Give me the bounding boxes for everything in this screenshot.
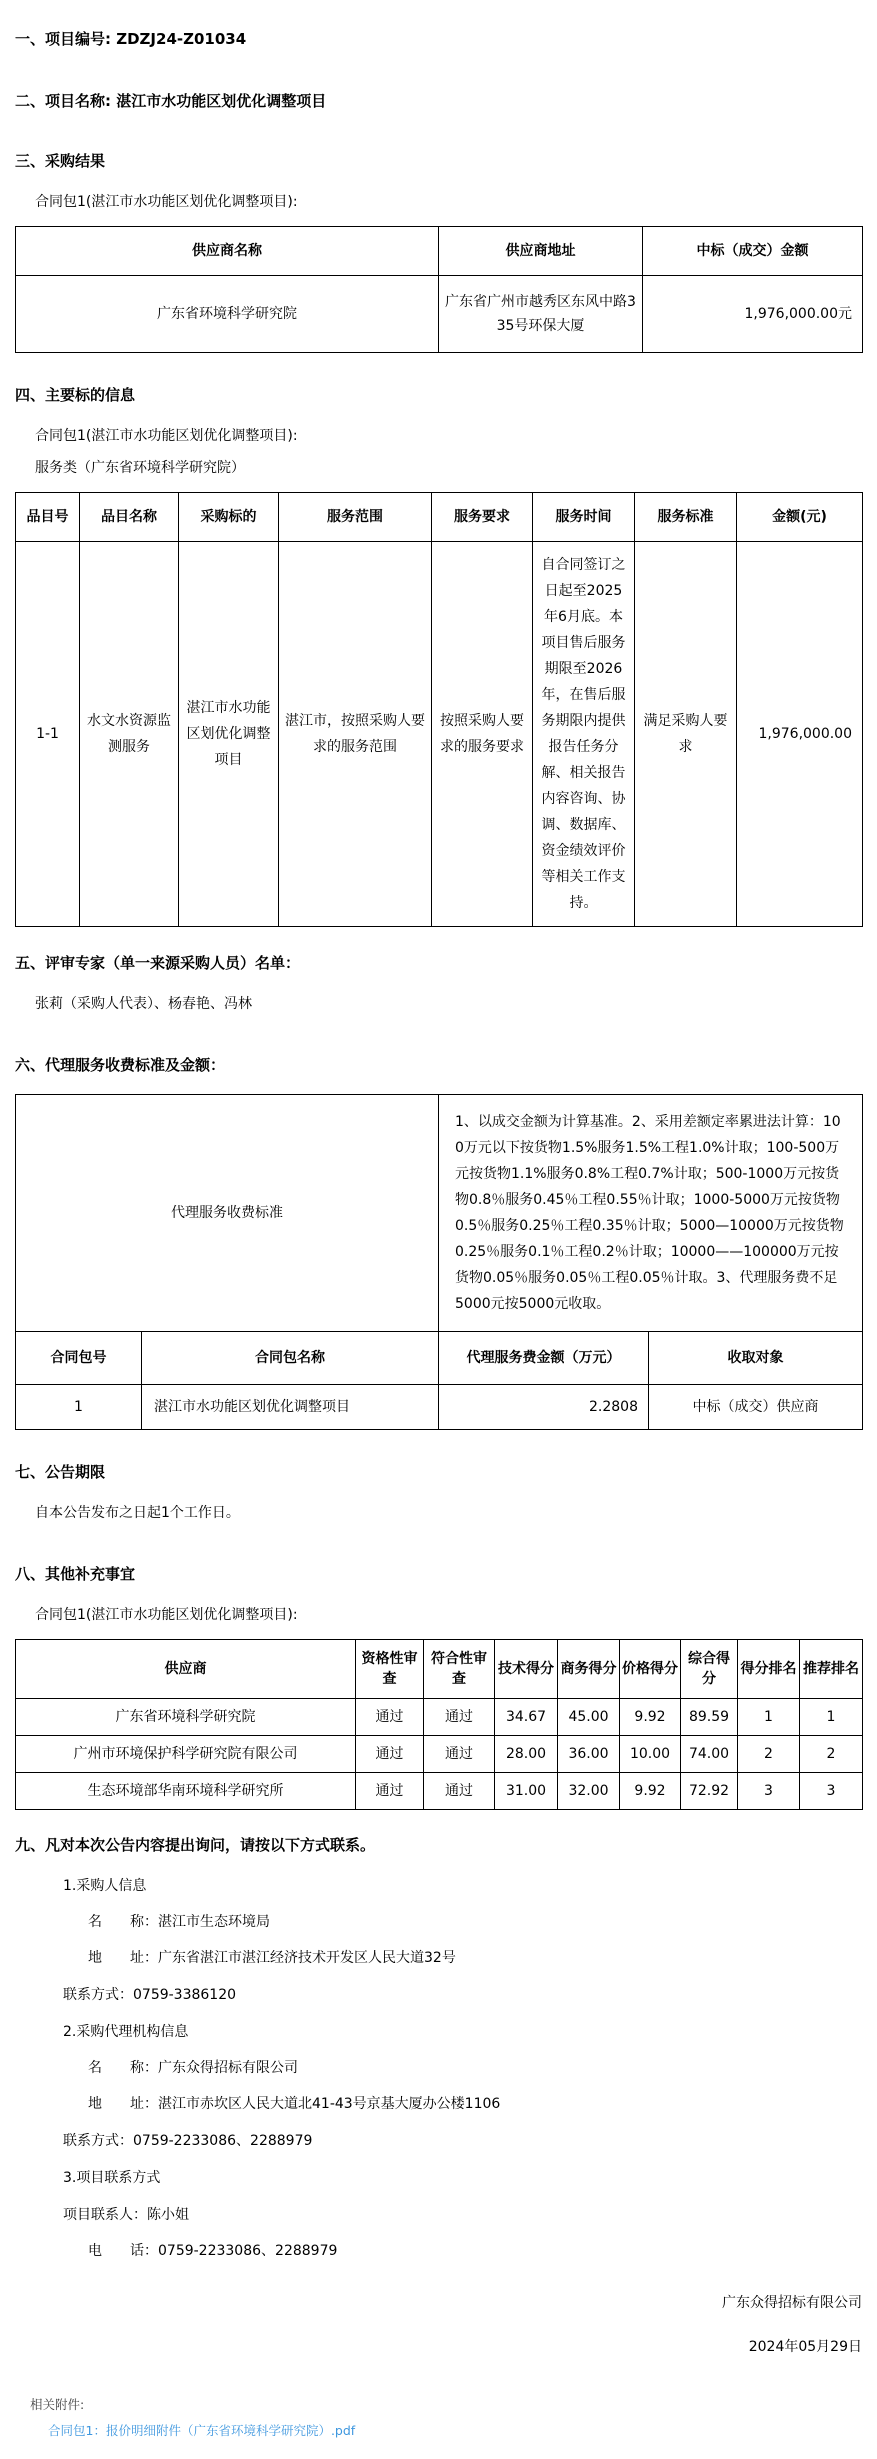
- agency-name: 名 称：广东众得招标有限公司: [88, 2060, 298, 2076]
- recommend-rank-header: 推荐排名: [800, 1640, 863, 1699]
- qualification-review-header: 资格性审查: [356, 1640, 424, 1699]
- supplier-header: 供应商: [16, 1640, 356, 1699]
- price-score-cell: 9.92: [620, 1773, 681, 1810]
- procurement-result-table: [15, 226, 863, 353]
- table-row: [16, 1736, 863, 1773]
- price-score-cell: 9.92: [620, 1699, 681, 1736]
- award-amount-header: 中标（成交）金额: [643, 227, 863, 276]
- procurement-subject-header: 采购标的: [179, 493, 279, 542]
- evaluation-score-table: [15, 1639, 863, 1810]
- section-8-title: 八、其他补充事宜: [15, 1565, 136, 1583]
- price-score-header: 价格得分: [620, 1640, 681, 1699]
- service-requirement-header: 服务要求: [432, 493, 533, 542]
- section-4-title: 四、主要标的信息: [15, 386, 136, 404]
- procurement-subject-cell: 湛江市水功能区划优化调整项目: [179, 542, 279, 927]
- announcement-period-text: 自本公告发布之日起1个工作日。: [35, 1505, 240, 1521]
- project-contact-info: [15, 2170, 862, 2260]
- item-no-header: 品目号: [16, 493, 80, 542]
- supplier-name-header: 供应商名称: [16, 227, 439, 276]
- conformity-review-header: 符合性审查: [424, 1640, 495, 1699]
- score-rank-cell: 3: [738, 1773, 800, 1810]
- section-5-title: 五、评审专家（单一来源采购人员）名单：: [15, 954, 301, 972]
- price-score-cell: 10.00: [620, 1736, 681, 1773]
- supplier-address-cell: 广东省广州市越秀区东风中路335号环保大厦: [439, 276, 643, 353]
- business-score-cell: 32.00: [558, 1773, 620, 1810]
- table-row: [16, 1385, 863, 1430]
- agency-address: 地 址：湛江市赤坎区人民大道北41-43号京基大厦办公楼1106: [88, 2096, 501, 2112]
- total-score-header: 综合得分: [681, 1640, 738, 1699]
- service-standard-cell: 满足采购人要求: [635, 542, 737, 927]
- item-no-cell: 1-1: [16, 542, 80, 927]
- qualification-cell: 通过: [356, 1736, 424, 1773]
- score-rank-cell: 2: [738, 1736, 800, 1773]
- agency-fee-table: [15, 1094, 863, 1430]
- recommend-rank-cell: 1: [800, 1699, 863, 1736]
- recommend-rank-cell: 2: [800, 1736, 863, 1773]
- section-2-title: 二、项目名称: 湛江市水功能区划优化调整项目: [15, 92, 327, 110]
- item-name-header: 品目名称: [80, 493, 179, 542]
- service-requirement-cell: 按照采购人要求的服务要求: [432, 542, 533, 927]
- fee-amount-cell: 2.2808: [439, 1385, 649, 1430]
- package-name-header: 合同包名称: [142, 1332, 439, 1385]
- total-score-cell: 89.59: [681, 1699, 738, 1736]
- service-time-header: 服务时间: [533, 493, 635, 542]
- conformity-cell: 通过: [424, 1699, 495, 1736]
- purchaser-contact: 联系方式：0759-3386120: [63, 1987, 237, 2003]
- table-header-row: [16, 1332, 863, 1385]
- business-score-cell: 45.00: [558, 1699, 620, 1736]
- table-header-row: [16, 1640, 863, 1699]
- subject-matter-table: [15, 492, 863, 927]
- purchaser-heading: 1.采购人信息: [63, 1878, 147, 1894]
- purchaser-address: 地 址：广东省湛江市湛江经济技术开发区人民大道32号: [88, 1950, 456, 1966]
- agency-heading: 2.采购代理机构信息: [63, 2024, 189, 2040]
- qualification-cell: 通过: [356, 1773, 424, 1810]
- award-amount-cell: 1,976,000.00元: [643, 276, 863, 353]
- supplier-cell: 广州市环境保护科学研究院有限公司: [16, 1736, 356, 1773]
- supplier-name-cell: 广东省环境科学研究院: [16, 276, 439, 353]
- project-contact-heading: 3.项目联系方式: [63, 2170, 161, 2186]
- conformity-cell: 通过: [424, 1773, 495, 1810]
- section-4-category-line: 服务类（广东省环境科学研究院）: [35, 460, 245, 476]
- table-row: [16, 542, 863, 927]
- agency-info: [15, 2024, 862, 2150]
- conformity-cell: 通过: [424, 1736, 495, 1773]
- section-3-title: 三、采购结果: [15, 152, 106, 170]
- expert-names: 张莉（采购人代表）、杨春艳、冯林: [35, 996, 252, 1012]
- fee-payer-cell: 中标（成交）供应商: [649, 1385, 863, 1430]
- section-6-title: 六、代理服务收费标准及金额：: [15, 1056, 226, 1074]
- table-row: [16, 1773, 863, 1810]
- technical-score-cell: 34.67: [495, 1699, 558, 1736]
- related-attachments-label: 相关附件:: [30, 2397, 85, 2412]
- fee-standard-label: 代理服务收费标准: [16, 1095, 439, 1332]
- score-rank-header: 得分排名: [738, 1640, 800, 1699]
- service-scope-header: 服务范围: [279, 493, 432, 542]
- section-4-package-line: 合同包1(湛江市水功能区划优化调整项目):: [35, 428, 298, 444]
- table-header-row: [16, 493, 863, 542]
- qualification-cell: 通过: [356, 1699, 424, 1736]
- section-9-title: 九、凡对本次公告内容提出询问，请按以下方式联系。: [15, 1836, 376, 1854]
- package-no-header: 合同包号: [16, 1332, 142, 1385]
- section-8-package-line: 合同包1(湛江市水功能区划优化调整项目):: [35, 1607, 298, 1623]
- technical-score-header: 技术得分: [495, 1640, 558, 1699]
- package-name-cell: 湛江市水功能区划优化调整项目: [142, 1385, 439, 1430]
- table-row: [16, 1699, 863, 1736]
- signoff-date: 2024年05月29日: [748, 2339, 862, 2355]
- fee-standard-text: 1、以成交金额为计算基准。2、采用差额定率累进法计算：100万元以下按货物1.5%服务1.5%工程1.0%计取；100-500万元按货物1.1%服务0.8%工程0.7%计取；500-1000万元按货物0.8％服务0.45％工程0.55％计取；1000-5000万元按货物0.5％服务0.25％工程0.35％计取；5000—10000万元按货物0.25％服务0.1％工程0.2％计取；10000——100000万元按货物0.05％服务0.05％工程0.05％计取。3、代理服务费不足5000元按5000元收取。: [439, 1095, 863, 1332]
- package-no-cell: 1: [16, 1385, 142, 1430]
- fee-standard-row: [16, 1095, 863, 1332]
- table-header-row: [16, 227, 863, 276]
- signoff-company: 广东众得招标有限公司: [722, 2295, 862, 2311]
- amount-header: 金额(元): [737, 493, 863, 542]
- section-1-title: 一、项目编号: ZDZJ24-Z01034: [15, 30, 247, 48]
- total-score-cell: 74.00: [681, 1736, 738, 1773]
- technical-score-cell: 28.00: [495, 1736, 558, 1773]
- purchaser-info: [15, 1878, 862, 2004]
- item-name-cell: 水文水资源监测服务: [80, 542, 179, 927]
- section-7-title: 七、公告期限: [15, 1463, 106, 1481]
- total-score-cell: 72.92: [681, 1773, 738, 1810]
- service-standard-header: 服务标准: [635, 493, 737, 542]
- project-contact-phone: 电 话：0759-2233086、2288979: [88, 2243, 338, 2259]
- supplier-cell: 生态环境部华南环境科学研究所: [16, 1773, 356, 1810]
- fee-payer-header: 收取对象: [649, 1332, 863, 1385]
- service-time-cell: 自合同签订之日起至2025年6月底。本项目售后服务期限至2026年，在售后服务期限内提供报告任务分解、相关报告内容咨询、协调、数据库、资金绩效评价等相关工作支持。: [533, 542, 635, 927]
- business-score-cell: 36.00: [558, 1736, 620, 1773]
- table-row: [16, 276, 863, 353]
- purchaser-name: 名 称：湛江市生态环境局: [88, 1914, 270, 1930]
- business-score-header: 商务得分: [558, 1640, 620, 1699]
- project-contact-person: 项目联系人：陈小姐: [63, 2207, 189, 2223]
- recommend-rank-cell: 3: [800, 1773, 863, 1810]
- amount-cell: 1,976,000.00: [737, 542, 863, 927]
- technical-score-cell: 31.00: [495, 1773, 558, 1810]
- supplier-address-header: 供应商地址: [439, 227, 643, 276]
- service-scope-cell: 湛江市，按照采购人要求的服务范围: [279, 542, 432, 927]
- fee-amount-header: 代理服务费金额（万元）: [439, 1332, 649, 1385]
- score-rank-cell: 1: [738, 1699, 800, 1736]
- attachment-pdf-link[interactable]: 合同包1：报价明细附件（广东省环境科学研究院）.pdf: [48, 2423, 356, 2438]
- supplier-cell: 广东省环境科学研究院: [16, 1699, 356, 1736]
- section-3-package-line: 合同包1(湛江市水功能区划优化调整项目):: [35, 194, 298, 210]
- agency-contact: 联系方式：0759-2233086、2288979: [63, 2133, 313, 2149]
